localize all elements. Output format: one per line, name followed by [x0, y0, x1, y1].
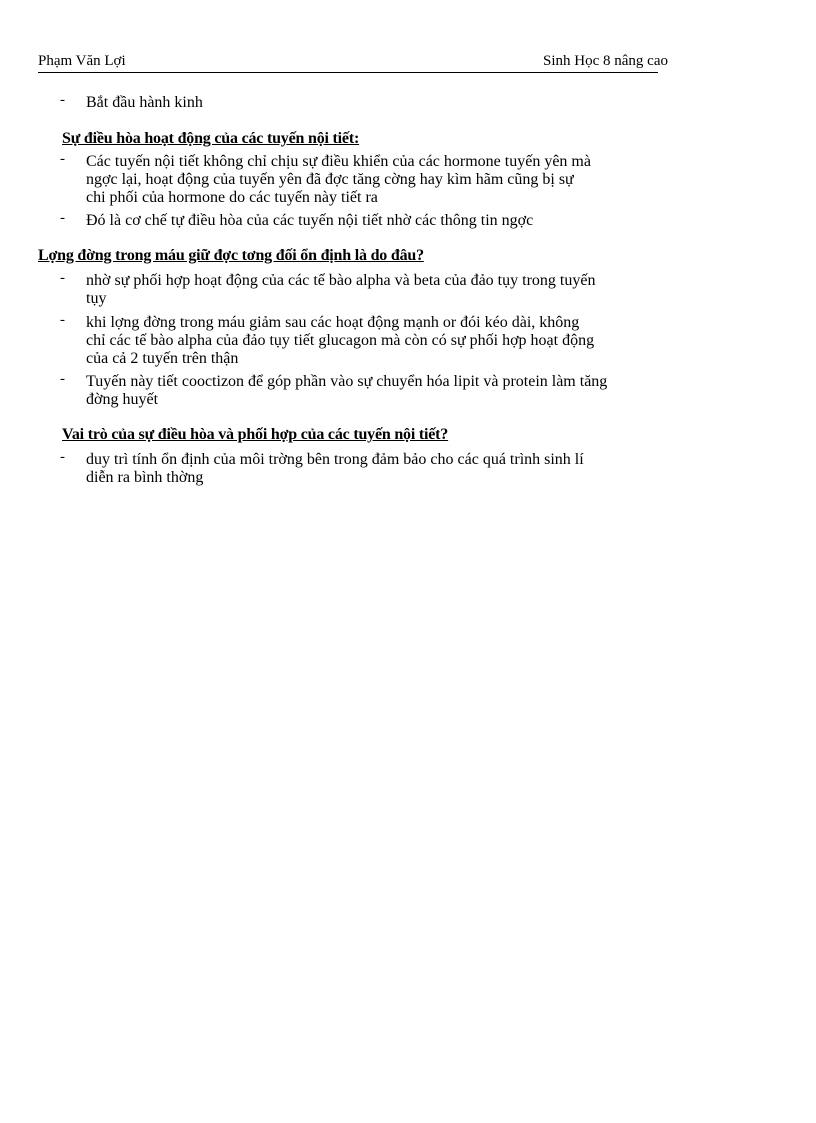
- item-line: Bắt đầu hành kinh: [86, 94, 203, 111]
- bullet-dash: -: [60, 92, 65, 108]
- item-line: Đó là cơ chế tự điều hòa của các tuyến nội tiết nhờ các thông tin ngợc: [86, 212, 534, 229]
- item-line: tụy: [86, 290, 107, 307]
- section-heading-role: Vai trò của sự điều hòa và phối hợp của các tuyến nội tiết?: [62, 426, 449, 443]
- item-line: ngợc lại, hoạt động của tuyến yên đã đợc tăng cờng hay kìm hãm cũng bị sự: [86, 171, 574, 188]
- bullet-dash: -: [60, 371, 65, 387]
- item-line: duy trì tính ổn định của môi trờng bên trong đảm bảo cho các quá trình sinh lí: [86, 451, 584, 468]
- section-heading-blood-sugar: Lợng đờng trong máu giữ đợc tơng đối ổn định là do đâu?: [38, 247, 424, 264]
- bullet-dash: -: [60, 270, 65, 286]
- item-line: chỉ các tế bào alpha của đảo tụy tiết glucagon mà còn có sự phối hợp hoạt động: [86, 332, 595, 349]
- item-line: chi phối của hormone do các tuyến này tiết ra: [86, 189, 378, 206]
- page-header: [38, 52, 668, 73]
- bullet-dash: -: [60, 210, 65, 226]
- header-subject: Sinh Học 8 nâng cao: [543, 53, 668, 69]
- section-heading-regulation: Sự điều hòa hoạt động của các tuyến nội tiết:: [62, 130, 360, 147]
- bullet-dash: -: [60, 151, 65, 167]
- item-line: nhờ sự phối hợp hoạt động của các tế bào alpha và beta của đảo tụy trong tuyến: [86, 272, 596, 289]
- bullet-dash: -: [60, 312, 65, 328]
- item-line: khi lợng đờng trong máu giảm sau các hoạt động mạnh or đói kéo dài, không: [86, 314, 580, 331]
- item-line: Tuyến này tiết cooctizon để góp phần vào sự chuyển hóa lipit và protein làm tăng: [86, 373, 608, 390]
- header-author: Phạm Văn Lợi: [38, 53, 126, 69]
- item-line: đờng huyết: [86, 391, 159, 408]
- item-line: diễn ra bình thờng: [86, 469, 204, 486]
- item-line: của cả 2 tuyến trên thận: [86, 350, 239, 367]
- item-line: Các tuyến nội tiết không chỉ chịu sự điều khiển của các hormone tuyến yên mà: [86, 153, 591, 170]
- bullet-dash: -: [60, 449, 65, 465]
